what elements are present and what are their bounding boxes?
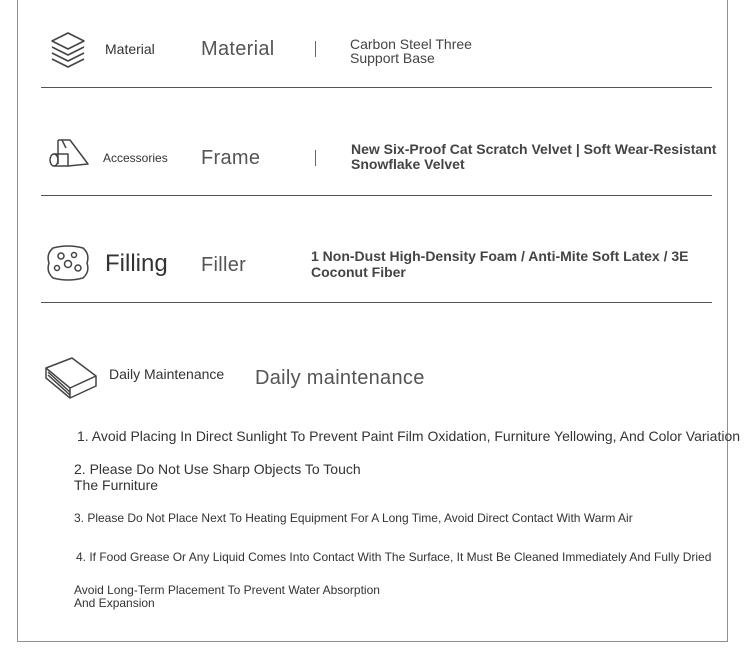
maintenance-small-label: Daily Maintenance [109,366,225,382]
layers-icon [48,30,88,70]
sponge-icon [45,244,91,282]
fabric-roll-icon [48,136,92,170]
maintenance-tip: 1. Avoid Placing In Direct Sunlight To Prevent Paint Film Oxidation, Furniture Yellowing, And Color Variation [77,428,741,444]
spec-separator [315,150,316,166]
spec-value: 1 Non-Dust High-Density Foam / Anti-Mite Soft Latex / 3E Coconut Fiber [311,248,689,280]
spec-small-label: Material [105,41,155,57]
spec-separator [315,41,316,57]
spec-big-label: Frame [201,147,261,169]
divider [41,87,712,88]
spec-big-label: Material [201,38,275,60]
maintenance-tip: 3. Please Do Not Place Next To Heating Equipment For A Long Time, Avoid Direct Contact With Warm Air [74,511,633,525]
maintenance-title: Daily maintenance [255,367,425,389]
maintenance-tip: 4. If Food Grease Or Any Liquid Comes Into Contact With The Surface, It Must Be Cleaned Immediately And Fully Dried [76,550,712,564]
divider [41,302,712,303]
spec-small-label: Accessories [103,151,168,165]
spec-big-label: Filler [201,254,247,276]
book-stack-icon [42,354,100,400]
divider [41,195,712,196]
maintenance-tip: Avoid Long-Term Placement To Prevent Water Absorption And Expansion [74,583,380,610]
maintenance-tip: 2. Please Do Not Use Sharp Objects To Touch The Furniture [74,461,361,493]
spec-value: Carbon Steel Three Support Base [350,36,472,66]
spec-small-label: Filling [105,250,168,277]
content-frame [17,0,728,642]
spec-value: New Six-Proof Cat Scratch Velvet | Soft Wear-Resistant Snowflake Velvet [351,141,717,172]
